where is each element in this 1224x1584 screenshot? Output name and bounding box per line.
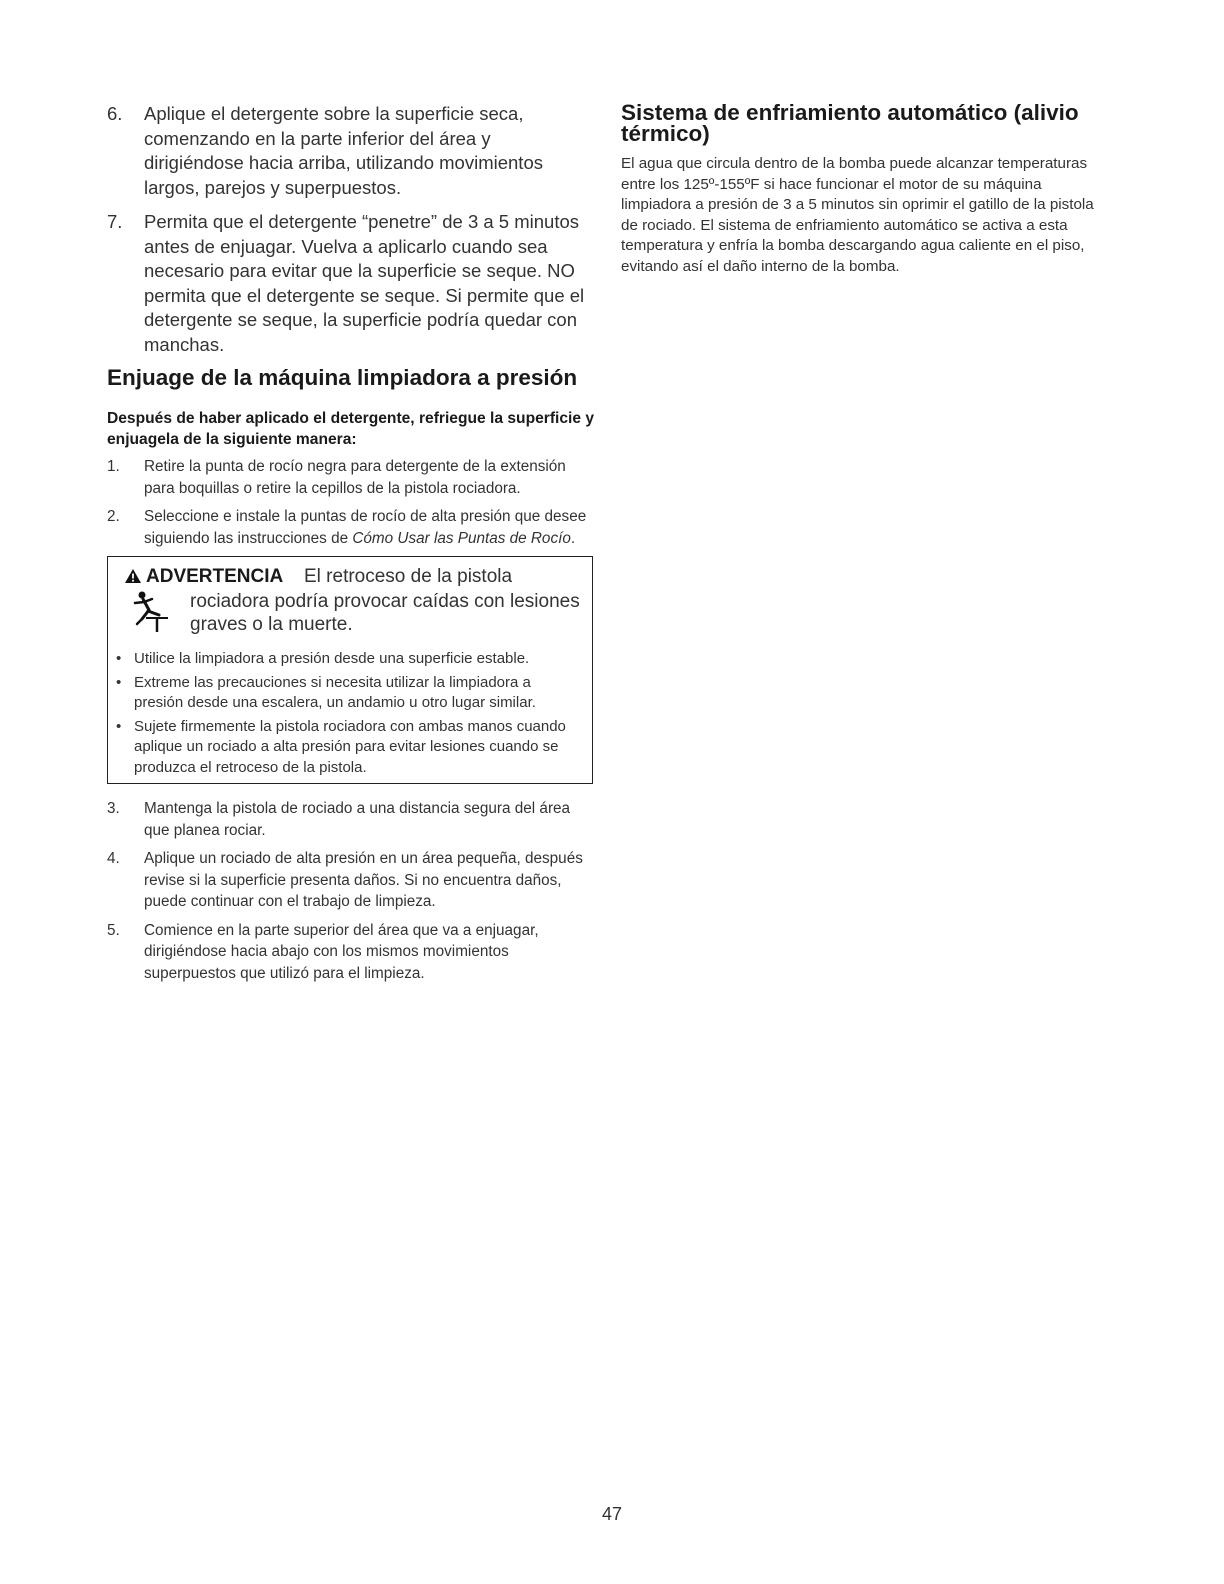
- list-item: [107, 456, 595, 499]
- warning-header: [116, 563, 582, 635]
- warning-label: ADVERTENCIA: [146, 566, 284, 587]
- left-column: [107, 102, 595, 991]
- step-number: 7.: [107, 211, 123, 232]
- step-text: Permita que el detergente “penetre” de 3 a 5 minutos antes de enjuagar. Vuelva a aplicarlo cuando sea necesario para evitar que la superficie se seque. NO permita que el detergente se seque. Si permite que el detergente se seque, la superficie podría quedar con manchas.: [144, 211, 585, 355]
- step-text: Mantenga la pistola de rociado a una distancia segura del área que planea rociar.: [144, 800, 571, 839]
- list-item: [116, 673, 582, 714]
- list-item: [107, 920, 595, 985]
- bullet-icon: •: [116, 650, 122, 667]
- bullet-text: Sujete firmemente la pistola rociadora con ambas manos cuando aplique un rociado a alta presión para evitar lesiones cuando se produzca el retroceso de la pistola.: [134, 717, 566, 776]
- cooling-body: El agua que circula dentro de la bomba puede alcanzar temperaturas entre los 125º-155ºF si hace funcionar el motor de su máquina limpiadora a presión de 3 a 5 minutos sin oprimir el gatillo de la pistola de rociado. El sistema de enfriamiento automático se activa a esta temperatura y enfría la bomba descargando agua caliente en el piso, evitando así el daño interno de la bomba.: [621, 155, 1094, 275]
- rinse-steps-list-a: [107, 456, 595, 549]
- bullet-icon: •: [116, 673, 122, 691]
- step-text: Aplique el detergente sobre la superficie seca, comenzando en la parte inferior del área y dirigiéndose hacia arriba, utilizando movimientos largos, parejos y superpuestos.: [144, 103, 543, 198]
- step-text: Comience en la parte superior del área que va a enjuagar, dirigiéndose hacia abajo con los mismos movimientos superpuestos que utilizó para el limpieza.: [144, 921, 539, 982]
- right-column: [621, 102, 1101, 277]
- top-steps-list: [107, 102, 595, 357]
- page-number: 47: [601, 1504, 623, 1524]
- step-text-end: .: [570, 529, 576, 547]
- warning-box: [107, 556, 593, 784]
- step-number: 6.: [107, 103, 123, 124]
- list-item: [107, 798, 595, 841]
- bullet-icon: •: [116, 717, 122, 735]
- list-item: [116, 717, 582, 779]
- bullet-text: Utilice la limpiadora a presión desde una superficie estable.: [134, 650, 530, 667]
- cooling-heading: Sistema de enfriamiento automático (alivio térmico): [621, 100, 1079, 146]
- list-item: [107, 506, 595, 549]
- step-text: Seleccione e instale la puntas de rocío de alta presión que desee siguiendo las instrucciones de: [144, 508, 587, 547]
- step-number: 1.: [107, 458, 120, 475]
- warning-text-rest: rociadora podría provocar caídas con lesiones graves o la muerte.: [190, 591, 580, 635]
- step-number: 3.: [107, 800, 120, 817]
- step-text: Aplique un rociado de alta presión en un área pequeña, después revise si la superficie presenta daños. Si no encuentra daños, puede continuar con el trabajo de limpieza.: [144, 850, 583, 910]
- rinse-heading: Enjuage de la máquina limpiadora a presión: [107, 365, 578, 390]
- rinse-steps-list-b: [107, 798, 595, 984]
- list-item: [107, 210, 595, 357]
- warning-triangle-icon: [124, 568, 142, 589]
- step-number: 5.: [107, 921, 120, 939]
- list-item: [116, 649, 582, 670]
- warning-text-line1: El retroceso de la pistola: [304, 566, 513, 587]
- step-text: Retire la punta de rocío negra para detergente de la extensión para boquillas o retire la cepillos de la pistola rociadora.: [144, 458, 566, 497]
- rinse-intro: Después de haber aplicado el detergente, refriegue la superficie y enjuagela de la siguiente manera:: [107, 410, 595, 448]
- list-item: [107, 848, 595, 913]
- warning-bullets: [116, 649, 582, 778]
- bullet-text: Extreme las precauciones si necesita utilizar la limpiadora a presión desde una escalera, un andamio u otro lugar similar.: [134, 673, 536, 711]
- falling-person-icon: [132, 590, 172, 639]
- step-number: 2.: [107, 508, 120, 525]
- step-number: 4.: [107, 850, 120, 867]
- step-reference: Cómo Usar las Puntas de Rocío: [352, 529, 571, 547]
- list-item: [107, 102, 595, 200]
